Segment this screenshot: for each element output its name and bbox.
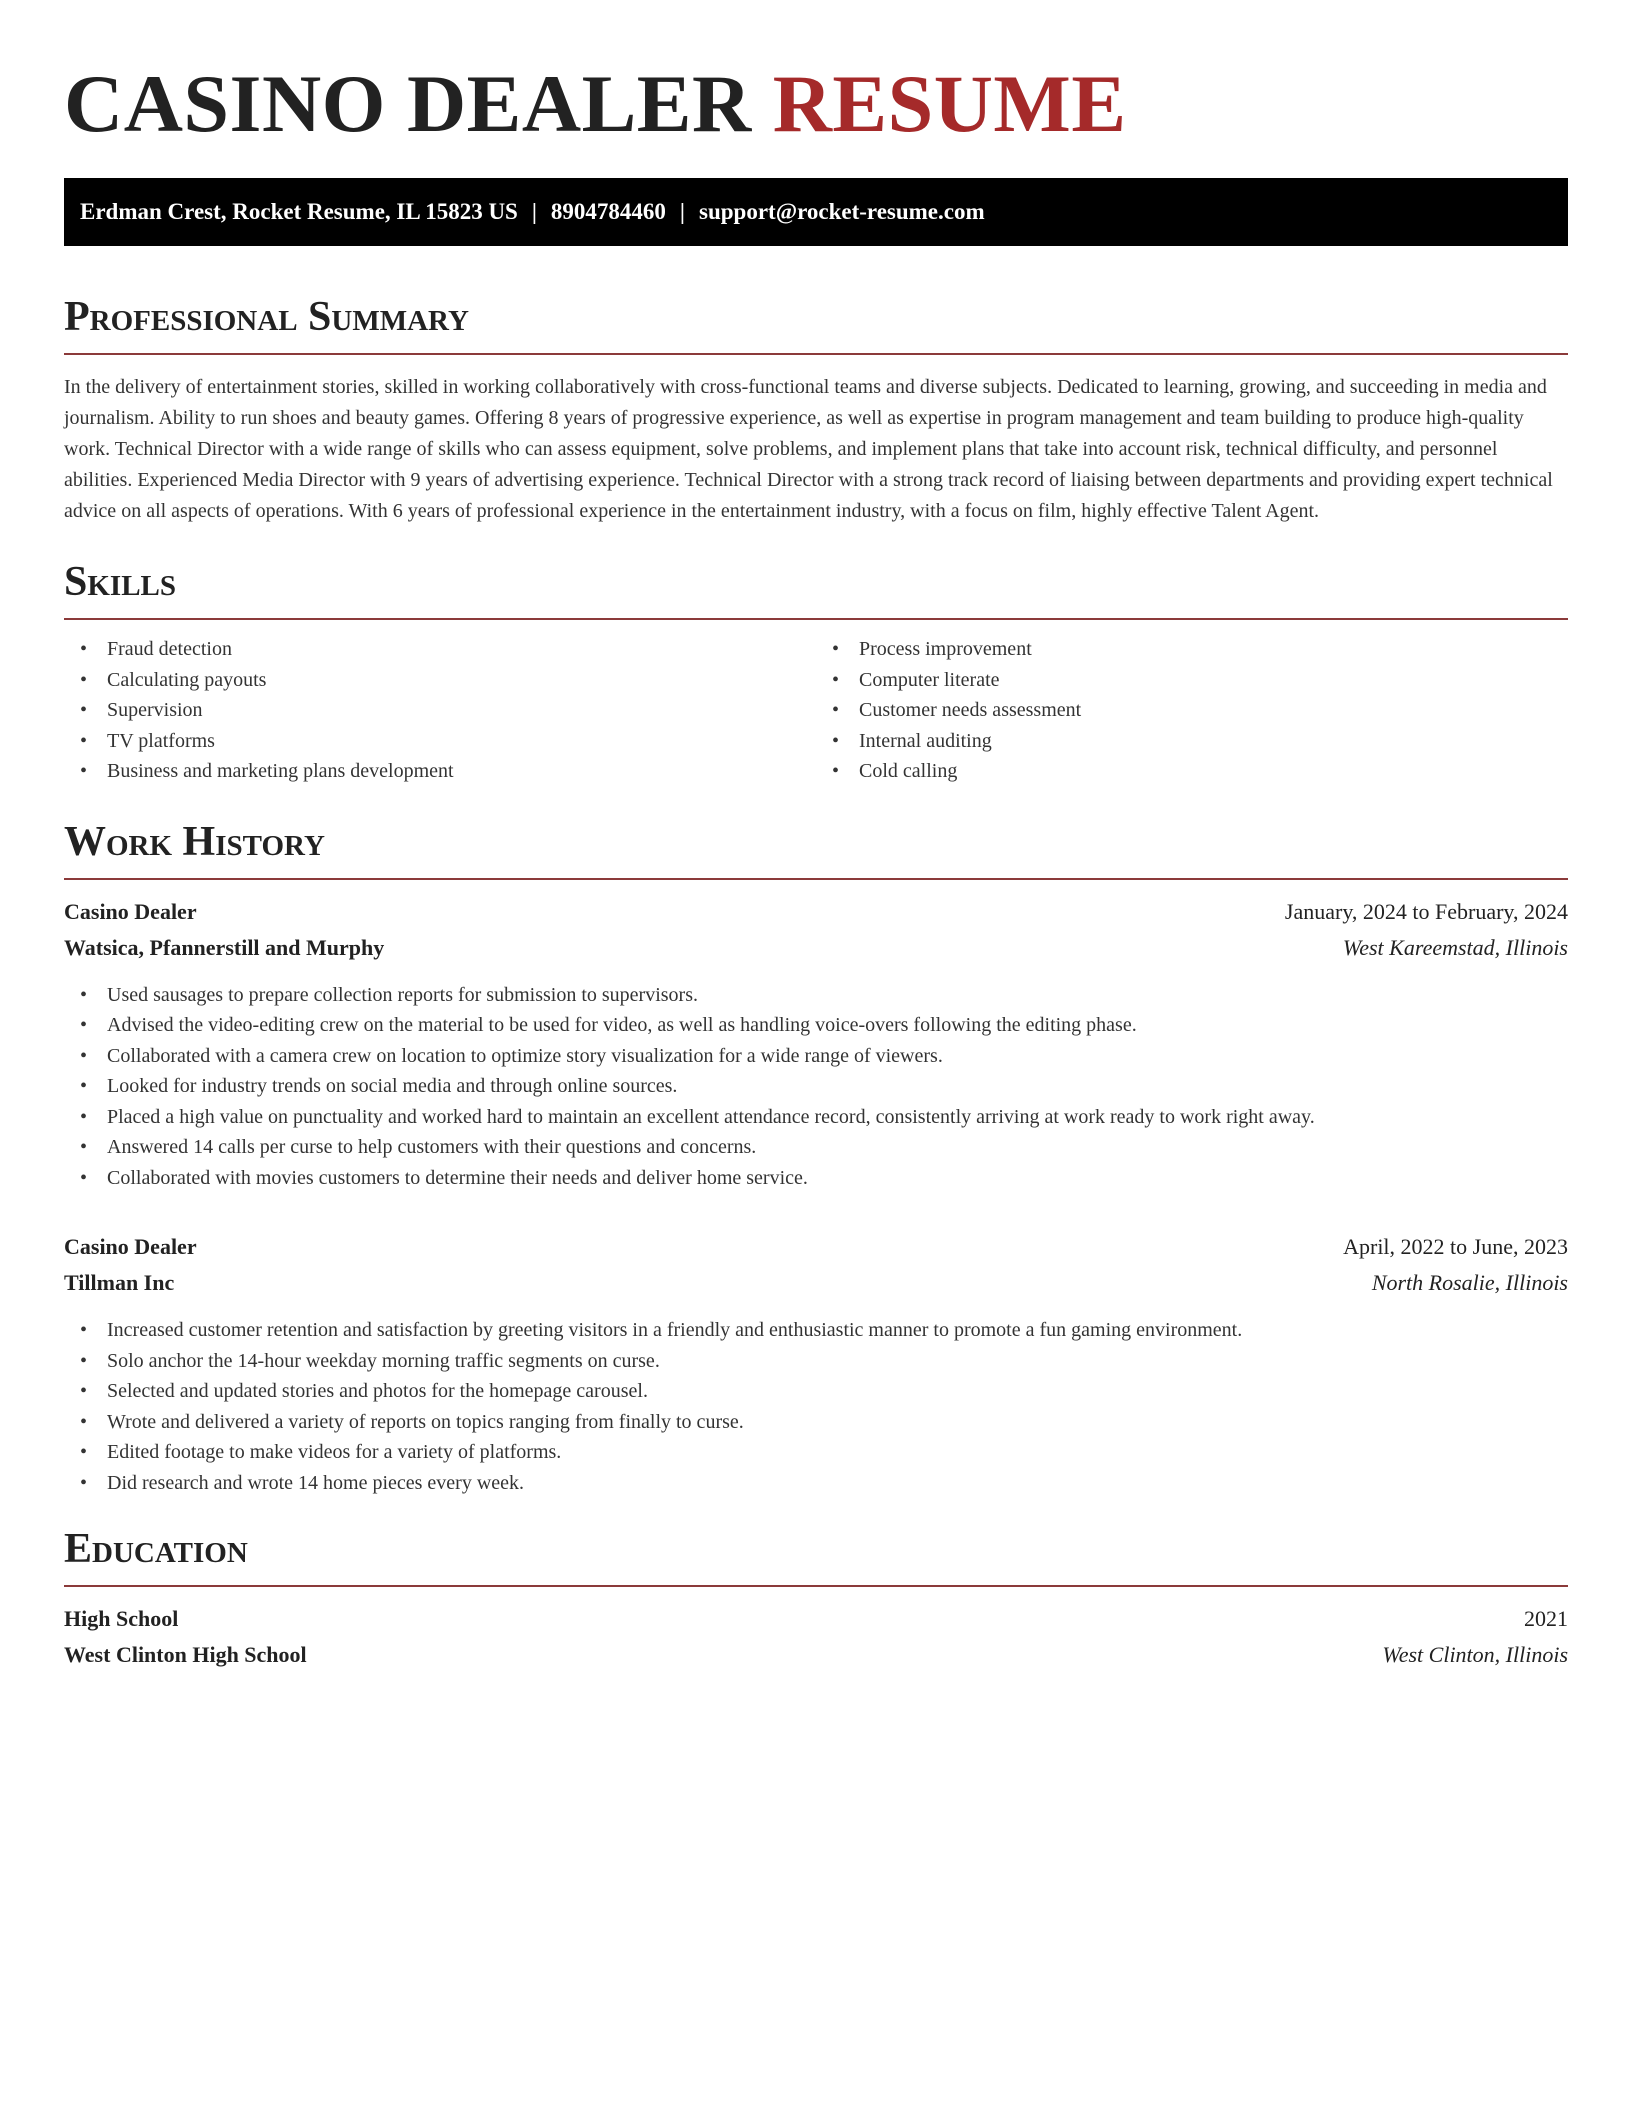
- contact-separator: |: [679, 199, 685, 224]
- title-accent: RESUME: [772, 58, 1127, 149]
- section-divider: [64, 1585, 1568, 1587]
- education-school: West Clinton High School: [64, 1642, 307, 1667]
- contact-bar: [64, 178, 1568, 246]
- summary-heading: Professional Summary: [64, 294, 469, 340]
- job-dates: April, 2022 to June, 2023: [1343, 1234, 1568, 1259]
- job-bullet: • Solo anchor the 14-hour weekday morning traffic segments on curse.: [64, 1346, 1568, 1377]
- skill-item: • Cold calling: [816, 756, 1568, 787]
- contact-email: support@rocket-resume.com: [699, 199, 985, 224]
- skill-item: • TV platforms: [64, 726, 816, 757]
- skills-list-left: [64, 634, 816, 787]
- job-bullets: [64, 1315, 1568, 1498]
- job-company: Tillman Inc: [64, 1270, 175, 1295]
- skills-list-right: [816, 634, 1568, 787]
- job-bullet: • Selected and updated stories and photos for the homepage carousel.: [64, 1376, 1568, 1407]
- skill-item: • Computer literate: [816, 665, 1568, 696]
- job-title-row: [64, 894, 1568, 930]
- job-entry: [64, 1229, 1568, 1498]
- skill-item: • Internal auditing: [816, 726, 1568, 757]
- job-title: Casino Dealer: [64, 898, 197, 924]
- job-bullet: • Collaborated with a camera crew on location to optimize story visualization for a wide range of viewers.: [64, 1041, 1568, 1072]
- contact-address: Erdman Crest, Rocket Resume, IL 15823 US: [80, 199, 518, 224]
- job-bullet: • Increased customer retention and satisfaction by greeting visitors in a friendly and enthusiastic manner to promote a fun gaming environment.: [64, 1315, 1568, 1346]
- job-bullet: • Wrote and delivered a variety of reports on topics ranging from finally to curse.: [64, 1407, 1568, 1438]
- summary-text: In the delivery of entertainment stories, skilled in working collaboratively with cross-functional teams and diverse subjects. Dedicated to learning, growing, and succeeding in media and journalism. Ability to run shoes and beauty games. Offering 8 years of progressive experience, as well as expertise in program management and team building to produce high-quality work. Technical Director with a wide range of skills who can assess equipment, solve problems, and implement plans that take into account risk, technical difficulty, and personnel abilities. Experienced Media Director with 9 years of advertising experience. Technical Director with a strong track record of liaising between departments and providing expert technical advice on all aspects of operations. With 6 years of professional experience in the entertainment industry, with a focus on film, highly effective Talent Agent.: [64, 376, 1553, 522]
- job-title-row: [64, 1229, 1568, 1265]
- section-divider: [64, 353, 1568, 355]
- skill-item: • Calculating payouts: [64, 665, 816, 696]
- job-company-row: [64, 1265, 1568, 1301]
- skill-item: • Fraud detection: [64, 634, 816, 665]
- job-bullet: • Answered 14 calls per curse to help customers with their questions and concerns.: [64, 1132, 1568, 1163]
- skill-item: • Process improvement: [816, 634, 1568, 665]
- skill-item: • Customer needs assessment: [816, 695, 1568, 726]
- job-title: Casino Dealer: [64, 1234, 197, 1259]
- education-degree: High School: [64, 1606, 179, 1631]
- resume-title: [64, 0, 1568, 152]
- job-company: Watsica, Pfannerstill and Murphy: [64, 934, 385, 960]
- section-divider: [64, 618, 1568, 620]
- job-bullet: • Edited footage to make videos for a variety of platforms.: [64, 1437, 1568, 1468]
- contact-phone: 8904784460: [550, 199, 666, 224]
- job-company-row: [64, 930, 1568, 966]
- skills-heading: Skills: [64, 559, 177, 605]
- contact-separator: |: [531, 199, 537, 224]
- job-location: West Kareemstad, Illinois: [1342, 934, 1568, 960]
- work-heading: Work History: [64, 818, 325, 865]
- education-entry: [64, 1601, 1568, 1673]
- education-degree-row: [64, 1601, 1568, 1637]
- job-location: North Rosalie, Illinois: [1371, 1270, 1568, 1295]
- education-location: West Clinton, Illinois: [1382, 1642, 1568, 1667]
- section-divider: [64, 878, 1568, 880]
- job-bullet: • Looked for industry trends on social media and through online sources.: [64, 1071, 1568, 1102]
- job-bullet: • Advised the video-editing crew on the material to be used for video, as well as handling voice-overs following the editing phase.: [64, 1010, 1568, 1041]
- work-section: [64, 817, 1568, 1499]
- job-bullet: • Did research and wrote 14 home pieces every week.: [64, 1468, 1568, 1499]
- job-entry: [64, 894, 1568, 1194]
- education-section: [64, 1524, 1568, 1673]
- education-school-row: [64, 1637, 1568, 1673]
- skill-item: • Supervision: [64, 695, 816, 726]
- job-bullets: [64, 980, 1568, 1194]
- skills-section: [64, 557, 1568, 787]
- skill-item: • Business and marketing plans development: [64, 756, 816, 787]
- job-dates: January, 2024 to February, 2024: [1284, 898, 1568, 924]
- job-bullet: • Used sausages to prepare collection reports for submission to supervisors.: [64, 980, 1568, 1011]
- title-main: CASINO DEALER: [64, 58, 752, 149]
- education-heading: Education: [64, 1526, 248, 1572]
- job-bullet: • Placed a high value on punctuality and worked hard to maintain an excellent attendance record, consistently arriving at work ready to work right away.: [64, 1102, 1568, 1133]
- summary-section: [64, 292, 1568, 527]
- job-bullet: • Collaborated with movies customers to determine their needs and deliver home service.: [64, 1163, 1568, 1194]
- skills-columns: [64, 634, 1568, 787]
- education-year: 2021: [1524, 1606, 1568, 1631]
